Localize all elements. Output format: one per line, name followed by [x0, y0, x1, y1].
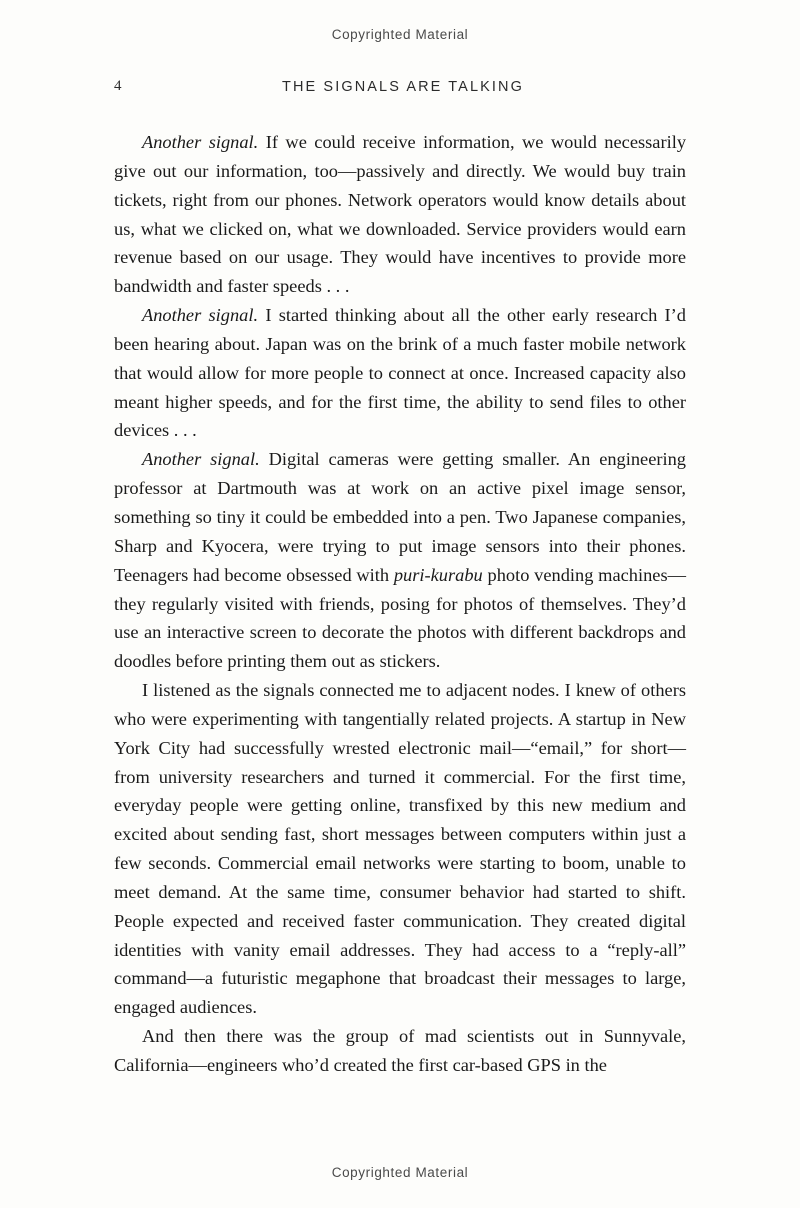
paragraph-2-text: I started thinking about all the other early research I’d been hearing about. Japan was on the brink of a much faster mobile network that would allow for more people to connect at once. Increased capacity also meant higher speeds, and for the first time, the ability to send files to other devices . . .: [114, 305, 686, 441]
body-text: [114, 128, 686, 1080]
paragraph-3: [114, 445, 686, 676]
paragraph-1-text: If we could receive information, we would necessarily give out our information, too—passively and directly. We would buy train tickets, right from our phones. Network operators would know details about us, what we clicked on, what we downloaded. Service providers would earn revenue based on our usage. They would have incentives to provide more bandwidth and faster speeds . . .: [114, 132, 687, 297]
paragraph-5: And then there was the group of mad scientists out in Sunnyvale, California—engineers who’d created the first car-based GPS in the: [114, 1026, 686, 1075]
paragraph-3-text-after: photo vending machines—they regularly visited with friends, posing for photos of themselves. They’d use an interactive screen to decorate the photos with different backdrops and doodles before printing them out as stickers.: [114, 564, 686, 672]
copyright-watermark-top: Copyrighted Material: [331, 27, 469, 42]
paragraph-4: I listened as the signals connected me to adjacent nodes. I knew of others who were experimenting with tangentially related projects. A startup in New York City had successfully wrested electronic mail—“email,” for short—from university researchers and turned it commercial. For the first time, everyday people were getting online, transfixed by this new medium and excited about sending fast, short messages between computers within just a few seconds. Commercial email networks were starting to boom, unable to meet demand. At the same time, consumer behavior had started to shift. People expected and received faster communication. They created digital identities with vanity email addresses. They had access to a “reply-all” command—a futuristic megaphone that broadcast their messages to large, engaged audiences.: [114, 680, 686, 1018]
paragraph-3-text-before: Digital cameras were getting smaller. An engineering professor at Dartmouth was at work on an active pixel image sensor, something so tiny it could be embedded into a pen. Two Japanese companies, Sharp and Kyocera, were trying to put image sensors into their phones. Teenagers had become obsessed with: [114, 449, 686, 585]
paragraph-2-lead: Another signal.: [142, 305, 259, 326]
book-title-header: THE SIGNALS ARE TALKING: [282, 79, 524, 95]
paragraph-2: [114, 301, 686, 445]
paragraph-1-lead: Another signal.: [142, 132, 259, 152]
paragraph-1: [114, 128, 686, 301]
paragraph-3-lead: Another signal.: [142, 449, 260, 470]
running-head: [114, 78, 686, 98]
paragraph-3-inline-italic: puri-kurabu: [393, 564, 483, 585]
page-number: 4: [114, 78, 122, 94]
copyright-watermark-bottom: Copyrighted Material: [331, 1165, 469, 1180]
